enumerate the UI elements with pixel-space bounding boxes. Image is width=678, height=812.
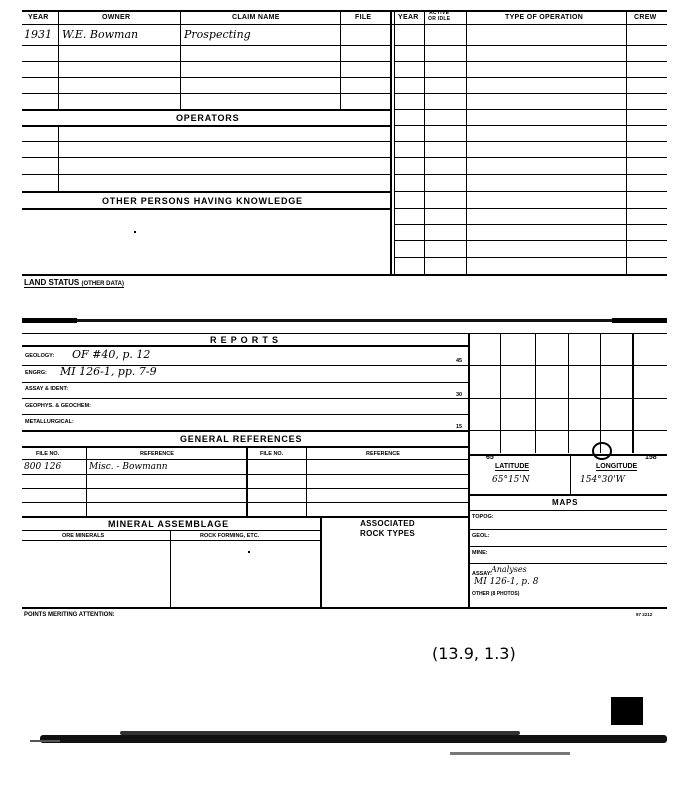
gr-header-file-no-2: FILE NO.: [260, 451, 284, 457]
maps-mine: MINE:: [472, 550, 488, 556]
longitude-label: LONGITUDE: [596, 463, 638, 470]
header-owner: OWNER: [102, 14, 131, 21]
land-status: [24, 278, 124, 288]
land-status-label: LAND STATUS: [24, 278, 80, 287]
ore-minerals-header: ORE MINERALS: [62, 533, 105, 539]
land-status-sub: (OTHER DATA): [81, 281, 124, 287]
header-claim-name: CLAIM NAME: [232, 14, 280, 21]
longitude-value: 154°30'W: [580, 475, 625, 485]
scan-streak: [120, 731, 520, 735]
form-number: 97 2212: [636, 612, 653, 617]
assay-ident-num: 30: [456, 392, 463, 398]
latitude-value: 65°15'N: [492, 475, 530, 485]
header-year-2: YEAR: [398, 14, 419, 21]
gr-header-file-no: FILE NO.: [36, 451, 60, 457]
scan-streak-line: [22, 319, 667, 322]
points-meriting-attention: POINTS MERITING ATTENTION:: [24, 612, 115, 618]
maps-title: MAPS: [552, 498, 579, 507]
scan-streak: [450, 752, 570, 755]
geology-label: GEOLOGY:: [25, 353, 55, 359]
header-year: YEAR: [28, 14, 49, 21]
gr-header-reference-2: REFERENCE: [366, 451, 400, 457]
other-persons-title: OTHER PERSONS HAVING KNOWLEDGE: [102, 196, 303, 206]
scan-mark: [612, 318, 667, 323]
engrg-value: MI 126-1, pp. 7-9: [60, 365, 157, 378]
lat-tick: 65: [486, 454, 494, 461]
geology-num: 45: [456, 358, 463, 364]
maps-geol: GEOL:: [472, 533, 490, 539]
gr-row1-file-no: 800 126: [24, 462, 62, 472]
header-file: FILE: [355, 14, 372, 21]
row1-owner: W.E. Bowman: [62, 28, 139, 41]
rock-forming-header: ROCK FORMING, ETC.: [200, 533, 260, 539]
geophys-label: GEOPHYS. & GEOCHEM:: [25, 403, 92, 409]
metallurgical-num: 15: [456, 424, 463, 430]
associated-rock-types-title: ASSOCIATED ROCK TYPES: [360, 519, 416, 538]
gr-row1-reference: Misc. - Bowmann: [89, 462, 168, 472]
circled-mark: [592, 442, 612, 460]
header-crew: CREW: [634, 14, 657, 21]
scan-block: [611, 697, 643, 725]
maps-other: OTHER (8 PHOTOS): [472, 591, 520, 597]
row1-year: 1931: [24, 28, 52, 41]
scan-mark: [22, 318, 77, 323]
maps-topog: TOPOG:: [472, 514, 494, 520]
metallurgical-label: METALLURGICAL:: [25, 419, 74, 425]
latitude-label: LATITUDE: [495, 463, 530, 470]
scan-streak: [40, 735, 667, 743]
header-active-idle: ACTIVE OR IDLE: [428, 10, 451, 22]
reports-title: R E P O R T S: [210, 335, 279, 345]
operators-title: OPERATORS: [176, 113, 240, 123]
header-type-of-operation: TYPE OF OPERATION: [505, 14, 584, 21]
handwritten-coordinates: (13.9, 1.3): [432, 644, 516, 663]
scan-streak: [30, 740, 60, 742]
assay-ident-label: ASSAY & IDENT:: [25, 386, 69, 392]
maps-assay-label: ASSAY:: [472, 571, 492, 577]
gr-header-reference: REFERENCE: [140, 451, 174, 457]
row1-claim-name: Prospecting: [184, 28, 251, 41]
general-references-title: GENERAL REFERENCES: [180, 434, 303, 444]
lon-tick: 158: [645, 454, 657, 461]
maps-assay-value: Analyses: [491, 565, 527, 574]
engrg-label: ENGRG:: [25, 370, 47, 376]
geology-value: OF #40, p. 12: [72, 348, 151, 361]
maps-assay-value-2: MI 126-1, p. 8: [474, 577, 539, 587]
mineral-assemblage-title: MINERAL ASSEMBLAGE: [108, 519, 229, 529]
